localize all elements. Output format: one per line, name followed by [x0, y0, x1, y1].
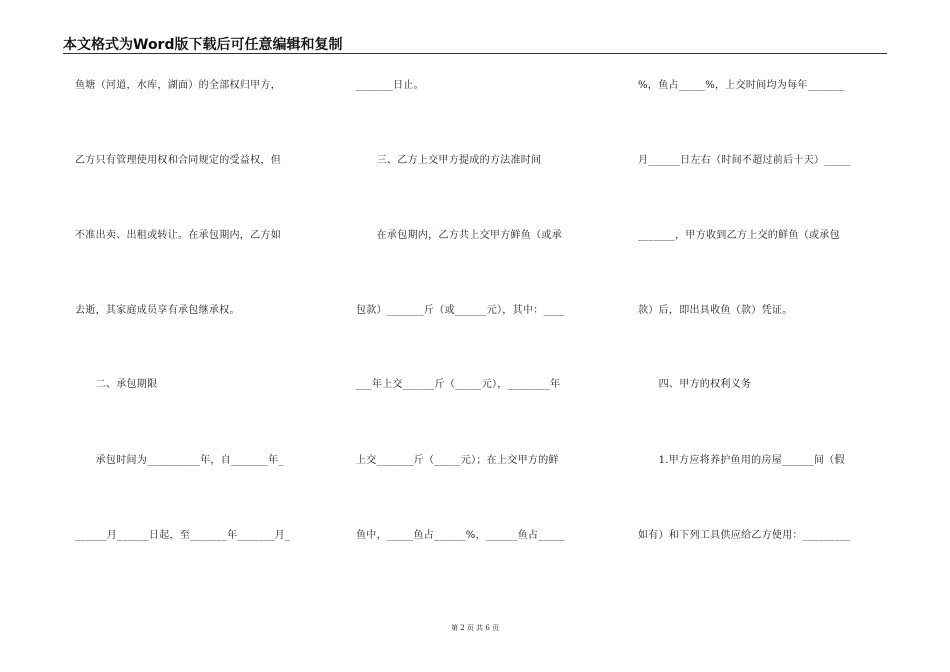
document-header: 本文格式为Word版下载后可任意编辑和复制: [63, 37, 343, 53]
text-line: 款）后，即出具收鱼（款）凭证。: [638, 305, 793, 316]
section-heading: 三、乙方上交甲方提成的方法准时间: [356, 155, 542, 166]
text-line: 鱼中，_____鱼占______%，______鱼占_____: [356, 530, 565, 541]
section-heading: 二、承包期限: [75, 379, 158, 390]
text-line: 在承包期内，乙方共上交甲方鲜鱼（或承: [356, 230, 562, 241]
header-divider: [63, 53, 887, 54]
text-line: 鱼塘（河道，水库，湖面）的全部权归甲方，: [75, 80, 281, 91]
text-line: _______日止。: [356, 80, 424, 91]
page-number: 第 2 页 共 6 页: [450, 624, 500, 632]
text-line: ___年上交______斤（_____元），________年: [356, 379, 561, 390]
section-heading: 四、甲方的权利义务: [638, 379, 752, 390]
text-line: 上交_______斤（_____元）；在上交甲方的鲜: [356, 455, 559, 466]
text-line: 不准出卖、出租或转让。在承包期内，乙方如: [75, 230, 281, 241]
text-line: _______，甲方收到乙方上交的鲜鱼（或承包: [638, 230, 840, 241]
text-line: 月______日左右（时间不超过前后十天）_____: [638, 155, 851, 166]
text-line: 1.甲方应将养护鱼用的房屋______间（假: [638, 455, 845, 466]
text-line: ______月______日起，至_______年_______月_: [75, 530, 291, 541]
text-line: 包款）_______斤（或______元），其中：____: [356, 305, 565, 316]
text-line: 去逝，其家庭成员享有承包继承权。: [75, 305, 240, 316]
text-line: 乙方只有管理使用权和合同规定的受益权，但: [75, 155, 281, 166]
text-line: 如有）和下列工具供应给乙方使用：_________: [638, 530, 851, 541]
text-line: 承包时间为__________年，自_______年_: [75, 455, 284, 466]
text-line: %，鱼占_____%，上交时间均为每年_______: [638, 80, 845, 91]
